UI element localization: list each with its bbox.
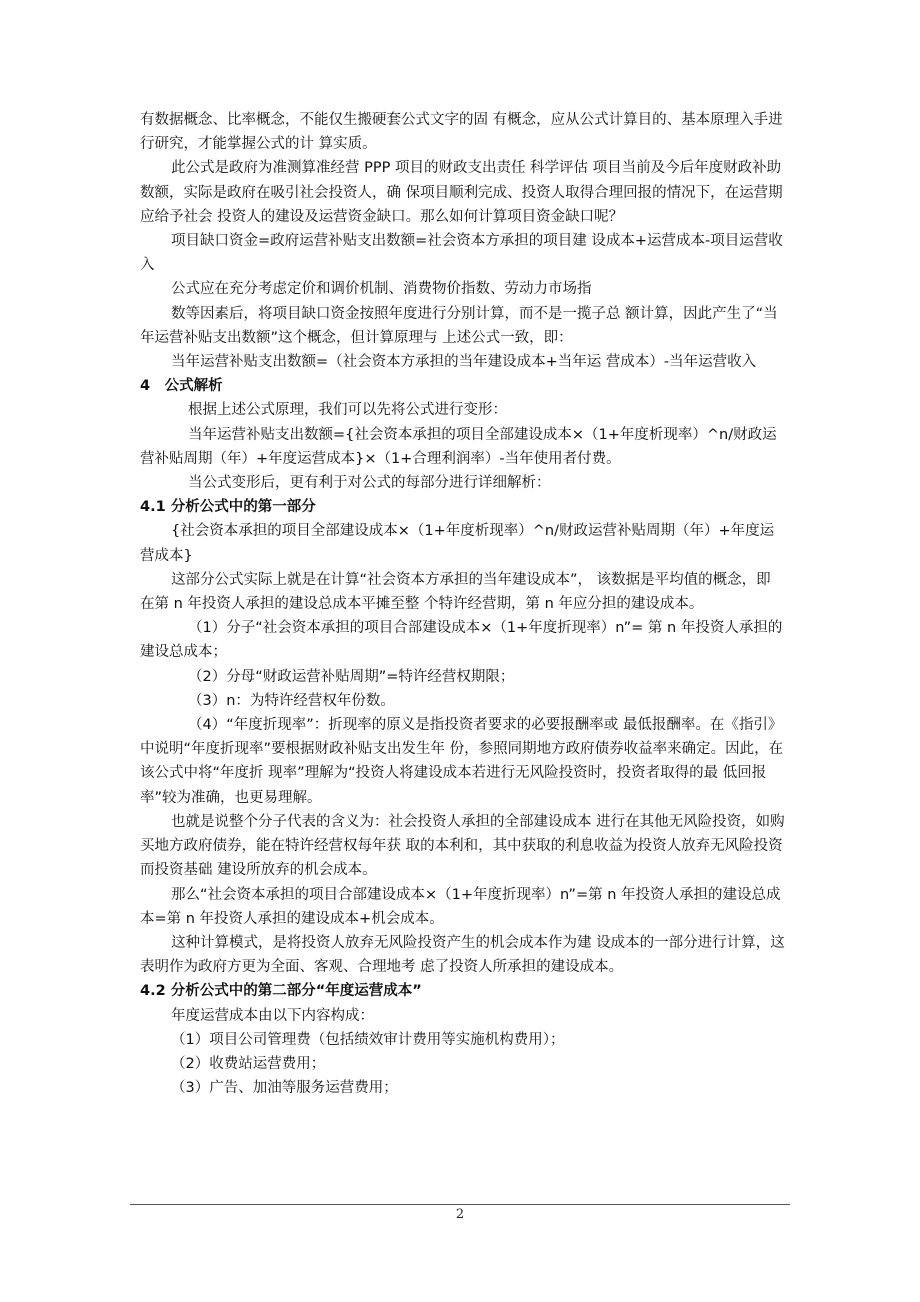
section-heading: 4 公式解析 (140, 378, 223, 395)
paragraph: 这部分公式实际上就是在计算“社会资本方承担的当年建设成本”， 该数据是平均值的概念，即在第 n 年投资人承担的建设总成本平摊至整 个特许经营期，第 n 年应分担的建设成本。 (140, 571, 771, 613)
paragraph: 公式应在充分考虑定价和调价机制、消费物价指数、劳动力市场指 (171, 281, 592, 298)
list-item: （2）分母“财政运营补贴周期”=特许经营权期限； (188, 668, 515, 685)
paragraph: 也就是说整个分子代表的含义为：社会投资人承担的全部建设成本 进行在其他无风险投资，如购买地方政府债券，能在特许经营权每年获 取的本利和，其中获取的利息收益为投资人放弃无风险投资而投资基础 建设所放弃的机会成本。 (140, 813, 785, 879)
formula-paragraph: 当年运营补贴支出数额={社会资本承担的项目全部建设成本×（1+年度析现率）^n/财政运营补贴周期（年）+年度运营成本}×（1+合理利润率）-当年使用者付费。 (140, 426, 777, 467)
paragraph: 项目缺口资金=政府运营补贴支出数额=社会资本方承担的项目建 设成本+运营成本-项目运营收入 (140, 233, 783, 274)
footer-divider (130, 1204, 790, 1205)
section-heading: 4.2 分析公式中的第二部分“年度运营成本” (140, 983, 422, 1000)
document-body (140, 108, 785, 1100)
list-item: （1）分子“社会资本承担的项目合部建设成本×（1+年度折现率）n”= 第 n 年投资人承担的建设总成本； (140, 620, 783, 661)
list-item: （1）项目公司管理费（包括绩效审计费用等实施机构费用）； (171, 1031, 565, 1048)
list-item: （3）广告、加油等服务运营费用； (171, 1080, 398, 1097)
list-item: （2）收费站运营费用； (171, 1055, 326, 1072)
list-item: （3）n：为特许经营权年份数。 (188, 692, 395, 709)
paragraph: 这种计算模式，是将投资人放弃无风险投资产生的机会成本作为建 设成本的一部分进行计算，这表明作为政府方更为全面、客观、合理地考 虑了投资人所承担的建设成本。 (140, 934, 785, 976)
paragraph: 当年运营补贴支出数额=（社会资本方承担的当年建设成本+当年运 营成本）-当年运营收入 (171, 354, 757, 371)
paragraph: 年度运营成本由以下内容构成： (171, 1007, 374, 1024)
list-item: （4）“年度折现率”：折现率的原义是指投资者要求的必要报酬率或 最低报酬率。在《指引》中说明“年度折现率”要根据财政补贴支出发生年 份，参照同期地方政府债券收益率来确定。因此，在该公式中将“年度折 现率”理解为“投资人将建设成本若进行无风险投资时，投资者取得的最 低回报率”较为准确，也更易理解。 (140, 717, 784, 806)
paragraph: 根据上述公式原理，我们可以先将公式进行变形： (188, 402, 507, 419)
paragraph: 数等因素后，将项目缺口资金按照年度进行分别计算，而不是一揽子总 额计算，因此产生了“当年运营补贴支出数额”这个概念，但计算原理与 上述公式一致，即： (140, 305, 778, 346)
page-number: 2 (455, 1207, 465, 1222)
paragraph: 那么“社会资本承担的项目合部建设成本×（1+年度折现率）n”=第 n 年投资人承担的建设总成本=第 n 年投资人承担的建设成本+机会成本。 (140, 886, 781, 927)
paragraph: 有数据概念、比率概念，不能仅生搬硬套公式文字的固 有概念，应从公式计算目的、基本原理入手进行研究，才能掌握公式的计 算实质。 (140, 112, 783, 153)
formula-paragraph: {社会资本承担的项目全部建设成本×（1+年度析现率）^n/财政运营补贴周期（年）+年度运营成本} (140, 523, 775, 564)
paragraph: 此公式是政府为准测算准经营 PPP 项目的财政支出责任 科学评估 项目当前及今后年度财政补助数额，实际是政府在吸引社会投资人，确 保项目顺利完成、投资人取得合理回报的情况下，在运营期应给予社会 投资人的建设及运营资金缺口。那么如何计算项目资金缺口呢？ (140, 160, 783, 225)
section-heading: 4.1 分析公式中的第一部分 (140, 499, 316, 516)
paragraph: 当公式变形后，更有利于对公式的每部分进行详细解析： (188, 475, 551, 492)
